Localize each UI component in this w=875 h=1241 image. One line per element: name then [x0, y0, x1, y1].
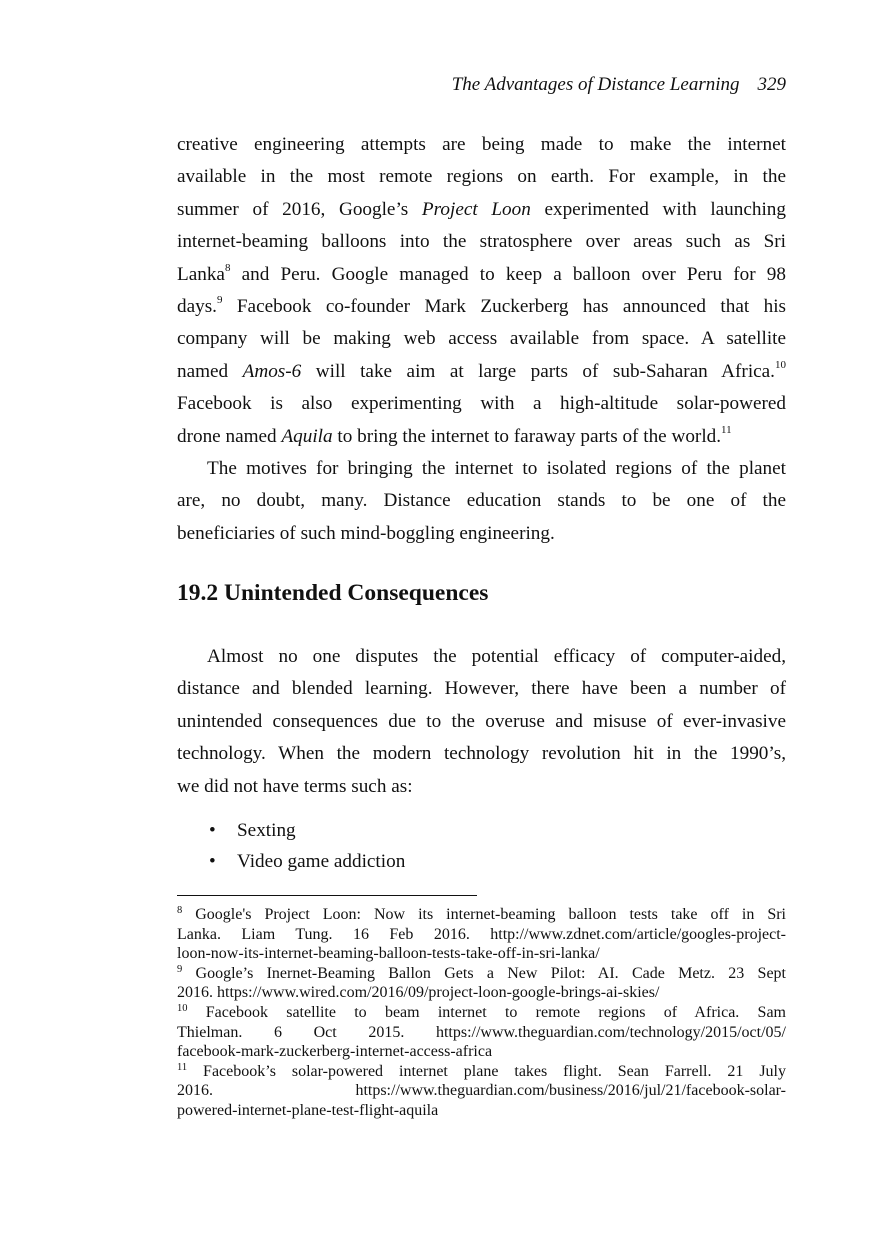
list-item-text: Sexting [237, 820, 296, 841]
footnote-reference: 11 [721, 423, 732, 436]
running-header [452, 74, 786, 96]
text-run: days. [177, 295, 217, 317]
text-run: Facebook is also experimenting with a high-altitude solar-powered [177, 393, 786, 415]
text-run: Facebook’s solar-powered internet plane takes flight. Sean Farrell. 21 July [187, 1062, 786, 1080]
text-run: available in the most remote regions on earth. For example, in the [177, 166, 786, 188]
text-run: powered-internet-plane-test-flight-aquila [177, 1101, 439, 1119]
italic-run: Amos-6 [242, 360, 302, 382]
text-line [177, 485, 786, 517]
text-run: technology. When the modern technology revolution hit in the 1990’s, [177, 743, 786, 765]
text-line [177, 673, 786, 705]
text-line [177, 1081, 786, 1101]
text-run: drone named [177, 425, 282, 447]
text-run: beneficiaries of such mind-boggling engineering. [177, 522, 555, 544]
text-line [177, 356, 786, 388]
text-run: The motives for bringing the internet to isolated regions of the planet [207, 457, 786, 479]
footnote-reference: 9 [177, 963, 183, 975]
italic-run: Project Loon [421, 198, 531, 220]
text-line [177, 738, 786, 770]
text-line [177, 291, 786, 323]
body-text [177, 129, 786, 550]
text-run: Thielman. 6 Oct 2015. https://www.theguardian.com/technology/2015/oct/05/ [177, 1023, 786, 1041]
footnotes [177, 905, 786, 1121]
text-run: Facebook co-founder Mark Zuckerberg has announced that his [222, 295, 786, 317]
page-number: 329 [757, 74, 786, 95]
text-run: 2016. https://www.wired.com/2016/09/project-loon-google-brings-ai-skies/ [177, 984, 660, 1002]
text-run: Facebook satellite to beam internet to remote regions of Africa. Sam [187, 1003, 786, 1021]
text-line [177, 388, 786, 420]
text-run: will take aim at large parts of sub-Saharan Africa. [301, 360, 775, 382]
text-line [177, 1101, 786, 1121]
text-run: we did not have terms such as: [177, 775, 413, 797]
italic-run: Aquila [281, 425, 333, 447]
footnote-reference: 10 [177, 1002, 188, 1014]
text-line [177, 421, 786, 453]
running-header-title: The Advantages of Distance Learning [451, 74, 740, 95]
text-line [177, 983, 786, 1003]
text-run: Almost no one disputes the potential efficacy of computer-aided, [207, 646, 786, 667]
footnote-reference: 9 [216, 293, 223, 306]
text-line [177, 129, 786, 161]
text-line [177, 771, 786, 803]
text-run: named [177, 360, 243, 382]
text-line [177, 259, 786, 291]
text-run: and Peru. Google managed to keep a balloon over Peru for 98 [230, 263, 786, 285]
text-line [177, 1062, 786, 1082]
list-item-text: Video game addiction [237, 851, 406, 872]
list-item [177, 846, 405, 877]
text-line [177, 925, 786, 945]
text-run: distance and blended learning. However, there have been a number of [177, 678, 786, 700]
text-line [177, 964, 786, 984]
text-run: Google's Project Loon: Now its internet-beaming balloon tests take off in Sri [182, 906, 786, 923]
text-line [177, 226, 786, 258]
text-line [177, 944, 786, 964]
footnote-reference: 11 [177, 1061, 188, 1073]
text-line [177, 905, 786, 925]
footnote-divider [177, 895, 477, 896]
bullet-icon: • [209, 820, 216, 841]
text-line [177, 1023, 786, 1043]
list-item [177, 815, 405, 846]
footnote-reference: 10 [774, 358, 786, 371]
text-line [177, 641, 786, 673]
text-line [177, 161, 786, 193]
footnote-reference: 8 [224, 261, 231, 274]
bullet-list [177, 815, 405, 877]
text-run: to bring the internet to faraway parts of the world. [332, 425, 722, 447]
bullet-icon: • [209, 851, 216, 872]
text-run: summer of 2016, Google’s [177, 198, 422, 220]
text-run: Lanka. Liam Tung. 16 Feb 2016. http://www.zdnet.com/article/googles-project- [177, 925, 786, 943]
text-run: are, no doubt, many. Distance education stands to be one of the [177, 490, 786, 512]
footnote-reference: 8 [177, 905, 183, 916]
text-line [177, 1042, 786, 1062]
text-run: facebook-mark-zuckerberg-internet-access-africa [177, 1043, 493, 1061]
text-run: loon-now-its-internet-beaming-balloon-tests-take-off-in-sri-lanka/ [177, 945, 600, 963]
text-run: company will be making web access available from space. A satellite [177, 328, 786, 350]
text-run: Lanka [177, 263, 225, 285]
text-run: unintended consequences due to the overuse and misuse of ever-invasive [177, 710, 786, 732]
text-run: experimented with launching [530, 198, 786, 220]
section-paragraph [177, 641, 786, 803]
text-run: creative engineering attempts are being made to make the internet [177, 134, 786, 155]
section-heading: 19.2 Unintended Consequences [177, 580, 489, 606]
text-line [177, 194, 786, 226]
text-line [177, 706, 786, 738]
text-line [177, 1003, 786, 1023]
text-run: 2016. https://www.theguardian.com/business/2016/jul/21/facebook-solar- [177, 1082, 786, 1100]
text-line [177, 453, 786, 485]
text-line [177, 323, 786, 355]
text-line [177, 518, 786, 550]
text-run: internet-beaming balloons into the stratosphere over areas such as Sri [177, 231, 786, 253]
text-run: Google’s Inernet-Beaming Ballon Gets a New Pilot: AI. Cade Metz. 23 Sept [182, 964, 786, 982]
